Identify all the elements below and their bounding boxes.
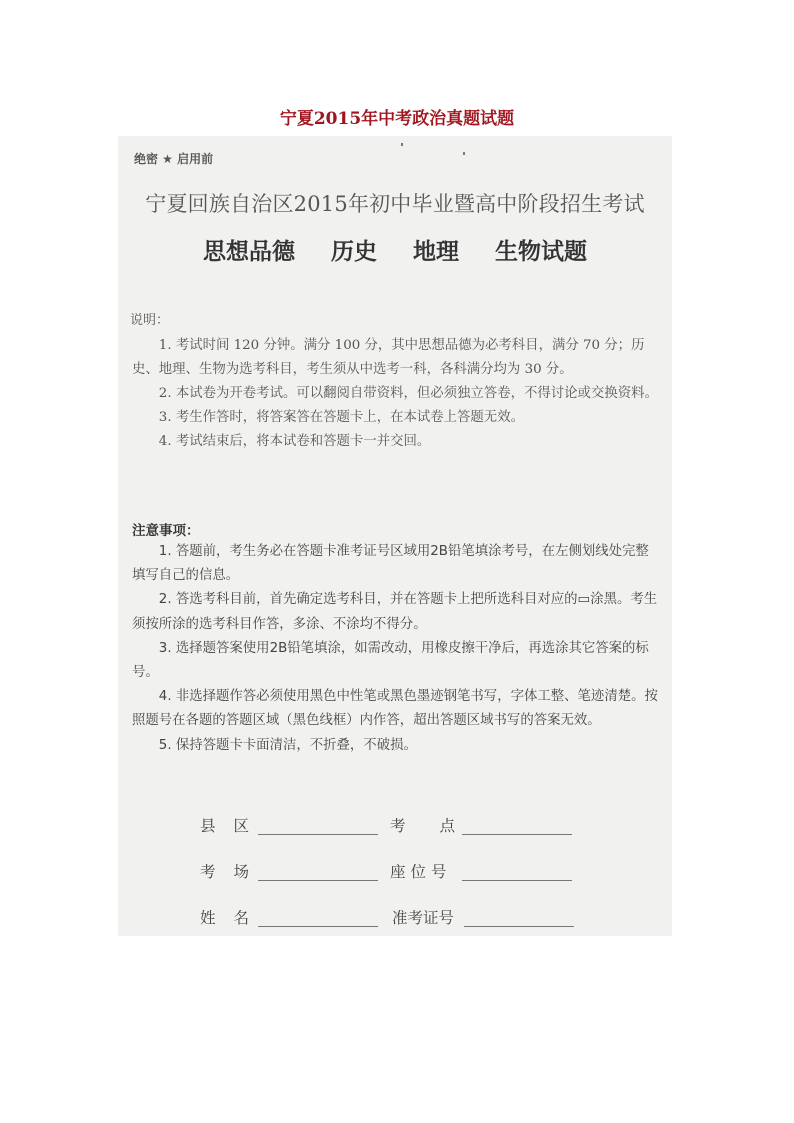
county-label: 县区 (200, 817, 268, 835)
county-field (200, 814, 267, 836)
name-field (200, 906, 267, 928)
admission-no-field (392, 906, 454, 928)
note-item: 2. 答选考科目前，首先确定选考科目，并在答题卡上把所选科目对应的▭涂黑。考生须按所涂的选考科目作答，多涂、不涂均不得分。 (132, 592, 658, 632)
exam-subjects (118, 233, 672, 266)
exam-site-label: 考点 (390, 817, 490, 835)
notes-heading: 注意事项： (132, 523, 200, 539)
notes-list (132, 540, 658, 758)
field-row (200, 906, 660, 952)
description-item: 1. 考试时间 120 分钟。满分 100 分，其中思想品德为必考科目，满分 70 分；历史、地理、生物为选考科目，考生须从中选考一科，各科满分均为 30 分。 (132, 338, 645, 377)
exam-site-field (390, 814, 489, 836)
candidate-info-fields (200, 814, 660, 952)
note-item: 5. 保持答题卡卡面清洁，不折叠，不破损。 (158, 737, 417, 753)
scanned-exam-cover (118, 136, 672, 936)
exam-room-field (200, 860, 267, 882)
description-item: 4. 考试结束后，将本试卷和答题卡一并交回。 (158, 434, 431, 449)
note-item: 3. 选择题答案使用2B铅笔填涂，如需改动，用橡皮擦干净后，再选涂其它答案的标号。 (132, 640, 649, 681)
county-blank (258, 834, 378, 835)
seat-no-blank (462, 880, 572, 881)
admission-no-blank (464, 926, 574, 927)
subject-history: 历史 (330, 239, 377, 265)
subject-morality: 思想品德 (202, 239, 295, 265)
field-row (200, 814, 660, 860)
page-title: 宁夏2015年中考政治真题试题 (279, 109, 515, 129)
description-item: 3. 考生作答时，将答案答在答题卡上，在本试卷上答题无效。 (158, 410, 524, 425)
secret-tag: 绝密 ★ 启用前 (134, 152, 214, 166)
subject-geography: 地理 (413, 239, 459, 265)
description-heading: 说明： (130, 313, 170, 328)
note-item: 1. 答题前，考生务必在答题卡准考证号区域用2B铅笔填涂考号，在左侧划线处完整填写自己的信息。 (132, 544, 649, 584)
exam-title: 宁夏回族自治区2015年初中毕业暨高中阶段招生考试 (145, 192, 645, 216)
description-list (132, 334, 664, 454)
admission-no-label: 准考证号 (392, 909, 455, 927)
name-label: 姓名 (200, 909, 268, 927)
name-blank (258, 926, 378, 927)
seat-no-label: 座位号 (390, 863, 452, 881)
field-row (200, 860, 660, 906)
description-item: 2. 本试卷为开卷考试。可以翻阅自带资料，但必须独立答卷，不得讨论或交换资料。 (158, 386, 658, 401)
exam-room-blank (258, 880, 378, 881)
scan-speck (463, 152, 465, 155)
seat-no-field (390, 860, 452, 882)
scan-speck (401, 143, 403, 146)
note-item: 4. 非选择题作答必须使用黑色中性笔或黑色墨迹钢笔书写，字体工整、笔迹清楚。按照题号在各题的答题区域（黑色线框）内作答，超出答题区域书写的答案无效。 (132, 689, 658, 729)
subject-biology: 生物试题 (495, 239, 588, 265)
exam-room-label: 考场 (200, 863, 268, 881)
exam-site-blank (462, 834, 572, 835)
